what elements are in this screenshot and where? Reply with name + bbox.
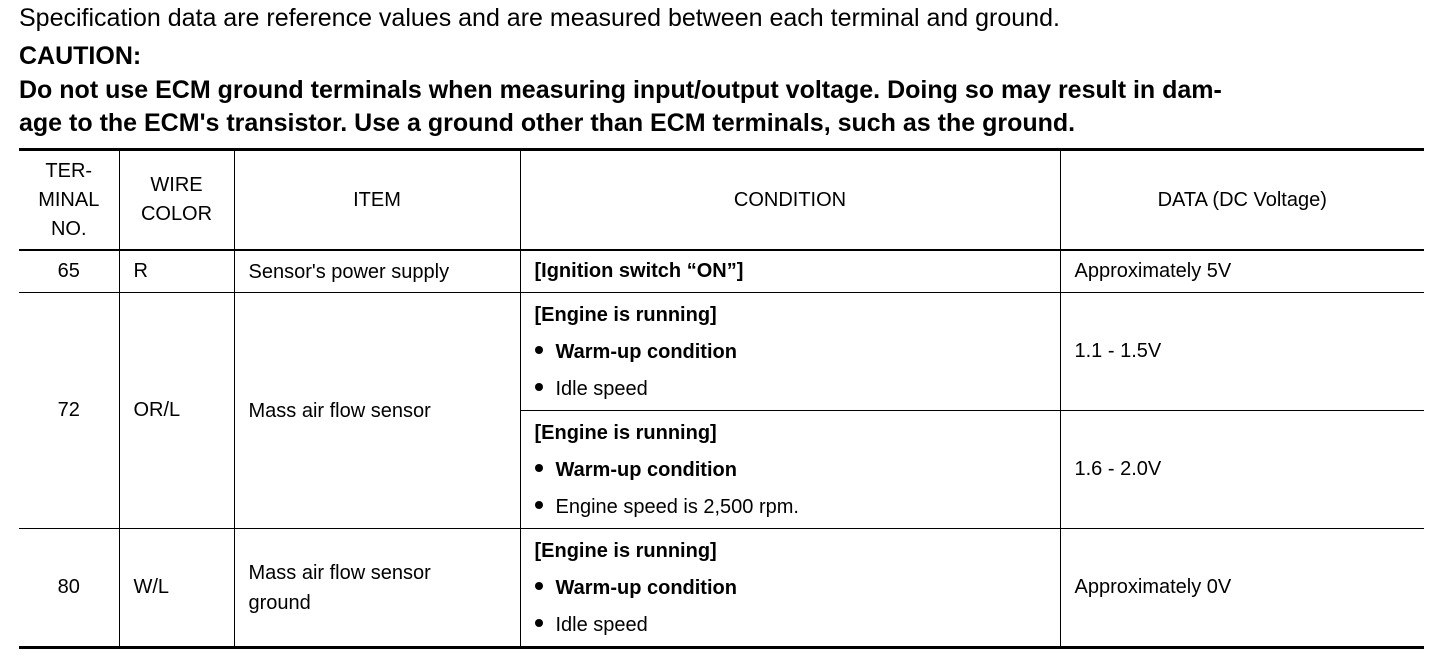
bullet-icon <box>535 383 543 391</box>
voltage-data: Approximately 0V <box>1060 529 1424 648</box>
wire-color: OR/L <box>119 293 234 529</box>
terminal-number: 72 <box>19 293 119 529</box>
voltage-data: 1.1 - 1.5V <box>1060 293 1424 411</box>
intro-text: Specification data are reference values and are measured between each terminal and ground. <box>19 4 1060 32</box>
header-item: ITEM <box>234 150 520 251</box>
header-terminal-no: TER- MINAL NO. <box>19 150 119 251</box>
voltage-data: 1.6 - 2.0V <box>1060 411 1424 529</box>
caution-title: CAUTION: <box>19 42 142 70</box>
voltage-data: Approximately 5V <box>1060 250 1424 293</box>
condition-heading: [Ignition switch “ON”] <box>534 260 744 282</box>
condition-heading: [Engine is running] <box>534 303 717 326</box>
bullet-icon <box>535 619 543 627</box>
condition-cell <box>520 529 1060 648</box>
condition-heading: [Engine is running] <box>534 421 717 444</box>
item-description: Mass air flow sensor <box>234 293 520 529</box>
terminal-spec-table <box>19 148 1424 649</box>
bullet-icon <box>535 464 543 472</box>
wire-color: R <box>119 250 234 293</box>
condition-bullet: Warm-up condition <box>535 570 1046 607</box>
condition-heading: [Engine is running] <box>534 539 717 562</box>
header-condition: CONDITION <box>520 150 1060 251</box>
item-description: Mass air flow sensor ground <box>234 529 520 648</box>
table-header-row <box>19 150 1424 251</box>
caution-text-line-2: age to the ECM's transistor. Use a ground other than ECM terminals, such as the ground. <box>19 109 1076 137</box>
condition-cell <box>520 250 1060 293</box>
caution-text-line-1: Do not use ECM ground terminals when measuring input/output voltage. Doing so may result in dam- <box>19 76 1222 104</box>
table-row <box>19 250 1424 293</box>
condition-bullet: Idle speed <box>535 607 1046 644</box>
condition-bullet: Idle speed <box>535 371 1046 408</box>
condition-bullet: Warm-up condition <box>535 334 1046 371</box>
bullet-icon <box>535 501 543 509</box>
condition-bullet: Engine speed is 2,500 rpm. <box>535 489 1046 526</box>
header-data: DATA (DC Voltage) <box>1060 150 1424 251</box>
condition-bullet: Warm-up condition <box>535 452 1046 489</box>
terminal-number: 80 <box>19 529 119 648</box>
wire-color: W/L <box>119 529 234 648</box>
table-row <box>19 293 1424 411</box>
header-wire-color: WIRE COLOR <box>119 150 234 251</box>
condition-cell <box>520 411 1060 529</box>
terminal-number: 65 <box>19 250 119 293</box>
bullet-icon <box>535 582 543 590</box>
item-description: Sensor's power supply <box>234 250 520 293</box>
bullet-icon <box>535 346 543 354</box>
condition-cell <box>520 293 1060 411</box>
table-row <box>19 529 1424 648</box>
